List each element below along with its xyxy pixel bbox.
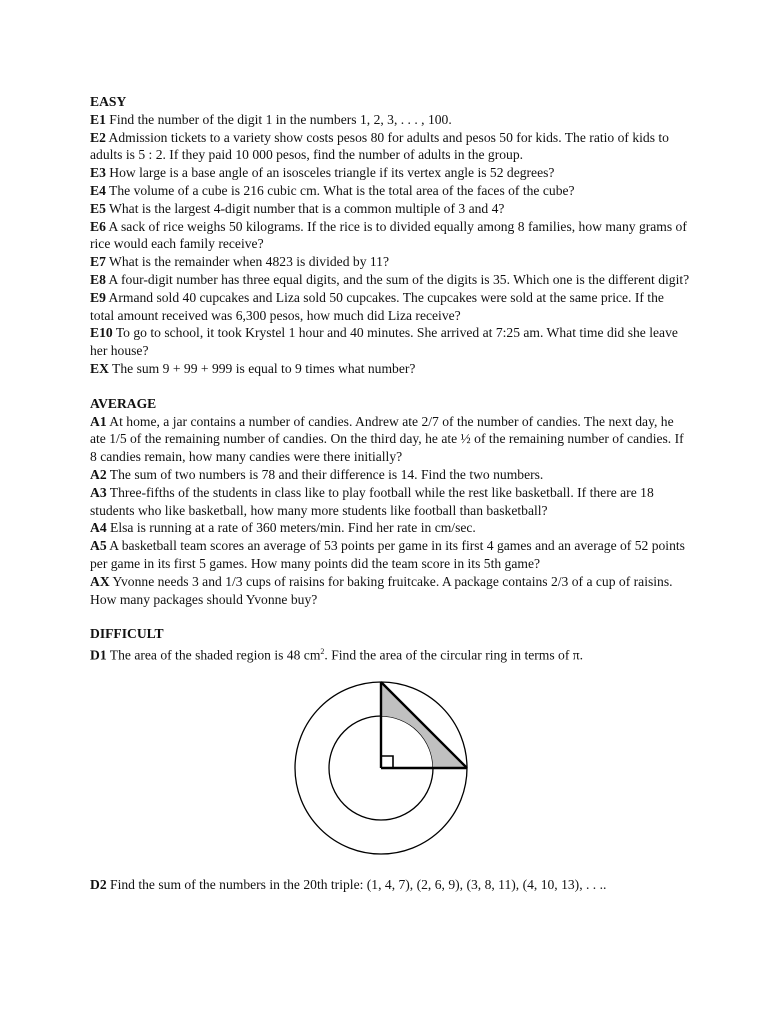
problem-id: E2 — [90, 129, 106, 145]
problem-text: The volume of a cube is 216 cubic cm. What is the total area of the faces of the cube? — [109, 182, 575, 198]
problem-id: A2 — [90, 466, 107, 482]
right-angle-marker — [381, 756, 393, 768]
problem-e3 — [90, 164, 690, 182]
problem-id: AX — [90, 573, 110, 589]
problem-id: A5 — [90, 538, 107, 554]
problem-e2 — [90, 129, 690, 165]
problem-text: Elsa is running at a rate of 360 meters/min. Find her rate in cm/sec. — [110, 520, 476, 536]
problem-text: The area of the shaded region is 48 cm — [109, 647, 321, 663]
section-heading: EASY — [90, 94, 127, 109]
problem-e9 — [90, 289, 690, 325]
problem-id: D1 — [90, 647, 107, 663]
problem-e5 — [90, 200, 690, 218]
section-heading: DIFFICULT — [90, 626, 164, 642]
worksheet — [90, 93, 690, 894]
problem-id: EX — [90, 360, 109, 376]
triangle-hypotenuse — [381, 682, 467, 768]
problem-a3 — [90, 484, 690, 520]
problem-id: A3 — [90, 484, 107, 500]
unit-exponent: 2 — [320, 647, 325, 657]
problem-id: E10 — [90, 325, 113, 341]
problem-id: E6 — [90, 218, 106, 234]
problem-text: Three-fifths of the students in class like to play football while the rest like basketball. If there are 18 students who like basketball, how many more students like football than basketball? — [90, 484, 654, 518]
section-spacer — [90, 608, 690, 625]
problem-id: E4 — [90, 182, 106, 198]
problem-d1 — [90, 643, 690, 664]
problem-a4 — [90, 519, 690, 537]
problem-text: Find the sum of the numbers in the 20th triple: (1, 4, 7), (2, 6, 9), (3, 8, 11), (4, 10, 13), . . .. — [110, 877, 607, 893]
problem-id: E5 — [90, 200, 106, 216]
section-spacer — [90, 378, 690, 395]
problem-id: E3 — [90, 165, 106, 181]
section-difficult — [90, 625, 690, 894]
problem-text: Yvonne needs 3 and 1/3 cups of raisins for baking fruitcake. A package contains 2/3 of a cup of raisins. How many packages should Yvonne buy? — [90, 573, 673, 607]
problem-id: A4 — [90, 520, 107, 536]
problem-e8 — [90, 271, 690, 289]
section-heading: AVERAGE — [90, 395, 157, 411]
problem-a1 — [90, 413, 690, 466]
problem-id: D2 — [90, 877, 107, 893]
ring-diagram — [293, 670, 473, 860]
problem-e6 — [90, 218, 690, 254]
problem-id: E1 — [90, 111, 106, 127]
problem-text: At home, a jar contains a number of candies. Andrew ate 2/7 of the number of candies. The next day, he ate 1/5 of the remaining number of candies. On the third day, he ate ½ of the remaining number of candies. If 8 candies remain, how many candies were there initially? — [90, 413, 684, 465]
problem-text: Armand sold 40 cupcakes and Liza sold 50 cupcakes. The cupcakes were sold at the same price. If the total amount received was 6,300 pesos, how much did Liza receive? — [90, 289, 664, 323]
problem-e1 — [90, 111, 690, 129]
problem-text: How large is a base angle of an isosceles triangle if its vertex angle is 52 degrees? — [109, 165, 555, 181]
problem-ax — [90, 573, 690, 609]
problem-text: A four-digit number has three equal digits, and the sum of the digits is 35. Which one is the different digit? — [108, 271, 690, 287]
circular-ring-figure — [90, 670, 690, 860]
problem-a2 — [90, 466, 690, 484]
problem-text: What is the remainder when 4823 is divided by 11? — [109, 254, 390, 270]
problem-text: A sack of rice weighs 50 kilograms. If the rice is to divided equally among 8 families, how many grams of rice would each family receive? — [90, 218, 687, 252]
problem-text: The sum 9 + 99 + 999 is equal to 9 times what number? — [112, 360, 416, 376]
problem-text: The sum of two numbers is 78 and their difference is 14. Find the two numbers. — [109, 466, 544, 482]
problem-text: Find the number of the digit 1 in the numbers 1, 2, 3, . . . , 100. — [109, 111, 452, 127]
problem-id: E7 — [90, 254, 106, 270]
problem-text: To go to school, it took Krystel 1 hour and 40 minutes. She arrived at 7:25 am. What time did she leave her house? — [90, 325, 678, 359]
problem-e7 — [90, 253, 690, 271]
problem-id: E9 — [90, 289, 106, 305]
problem-e10 — [90, 324, 690, 360]
problem-e4 — [90, 182, 690, 200]
problem-text: What is the largest 4-digit number that is a common multiple of 3 and 4? — [109, 200, 505, 216]
section-average — [90, 395, 690, 609]
problem-id: A1 — [90, 413, 107, 429]
problem-a5 — [90, 537, 690, 573]
problem-text: . Find the area of the circular ring in terms of π. — [324, 647, 584, 663]
problem-text: A basketball team scores an average of 53 points per game in its first 4 games and an average of 52 points per game in its first 5 games. How many points did the team score in its 5th game? — [90, 538, 685, 571]
problem-text: Admission tickets to a variety show costs pesos 80 for adults and pesos 50 for kids. The ratio of kids to adults is 5 : 2. If they paid 10 000 pesos, find the number of adults in the group. — [90, 129, 669, 163]
problem-id: E8 — [90, 271, 106, 287]
problem-ex — [90, 360, 690, 378]
section-easy — [90, 93, 690, 378]
problem-d2 — [90, 876, 690, 894]
